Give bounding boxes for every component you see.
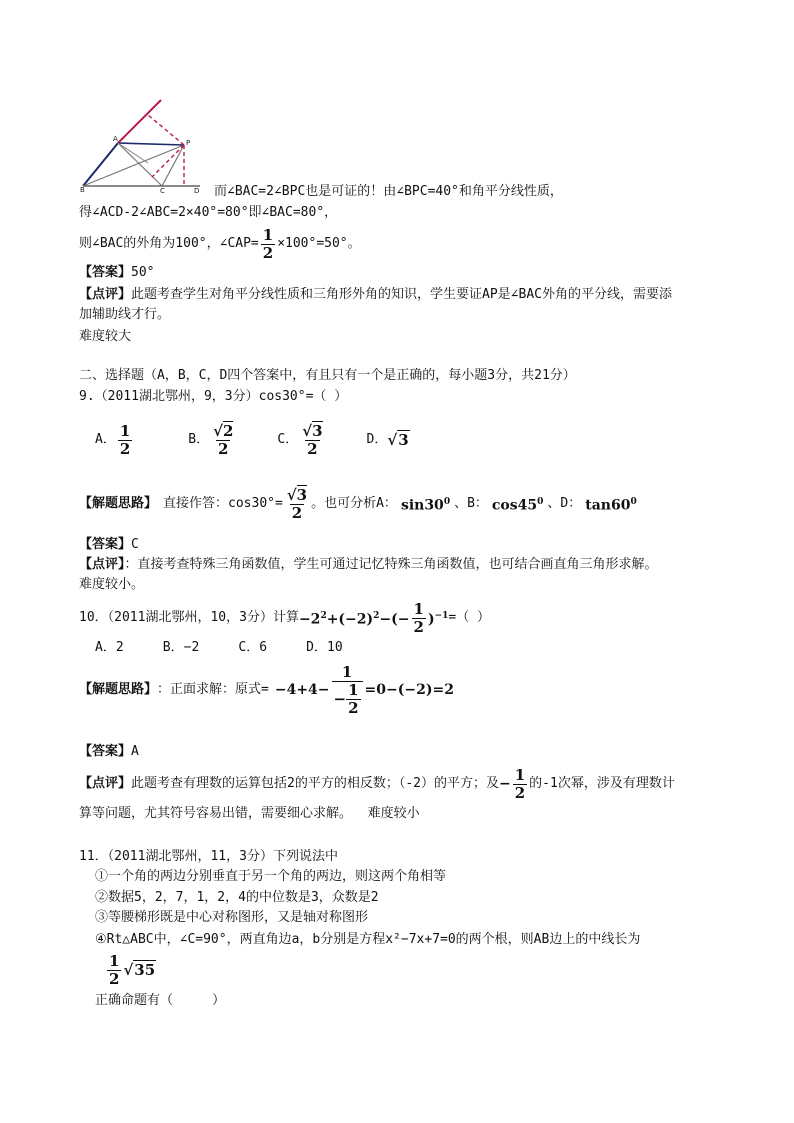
- fraction-half: [261, 227, 275, 262]
- cos45-expr: [492, 494, 544, 514]
- q11-tail: 正确命题有（ ）: [95, 993, 226, 1008]
- comment-text-b: 的-1次幂，涉及有理数计: [529, 776, 675, 791]
- q10-solution-idea: [79, 660, 454, 720]
- line-AP: [118, 143, 184, 145]
- option-b-label: B．: [188, 432, 210, 447]
- q10-fraction-num: 1: [413, 599, 424, 618]
- label-P: P: [186, 139, 191, 147]
- exponent-2a: 2: [320, 611, 327, 622]
- option-d-value: √3: [387, 431, 409, 449]
- idea-mid-3: 、D：: [547, 496, 582, 511]
- q9-answer: [79, 537, 139, 553]
- answer-label: 【答案】: [79, 265, 132, 280]
- q11-item-4-value: [105, 950, 156, 990]
- idea-inner-den: 2: [348, 698, 359, 717]
- perp-3: [152, 145, 184, 177]
- label-C: C: [160, 187, 165, 193]
- q11-item-1: ①一个角的两边分别垂直于另一个角的两边，则这两个角相等: [95, 869, 447, 884]
- idea-label: 【解题思路】: [79, 682, 158, 697]
- comment-text: 此题考查学生对角平分线性质和三角形外角的知识，学生要证AP是∠BAC外角的平分线，需要添: [131, 287, 672, 302]
- q10-comment-line-1: [79, 764, 675, 804]
- option-d-label: D．: [366, 432, 388, 447]
- idea-mid-1: 。也可分析A：: [311, 496, 397, 511]
- q10-options: A．2 B．−2 C．6 D．10: [95, 640, 343, 655]
- section-title: 二、选择题（A，B，C，D四个答案中，有且只有一个是正确的，每小题3分，共21分）: [79, 368, 576, 383]
- line-AC: [118, 143, 162, 186]
- idea-den-minus: −: [333, 689, 347, 708]
- q10-comment-line-2: 算等问题，尤其符号容易出错，需要细心求解。 难度较小: [79, 806, 420, 821]
- q9-solution-idea: [79, 484, 641, 524]
- q11-stem: 11．（2011湖北鄂州，11，3分）下列说法中: [79, 849, 338, 864]
- line-BA: [83, 143, 118, 186]
- comment-fraction-num: 1: [514, 765, 526, 784]
- cos45-text: cos45: [491, 497, 538, 514]
- option-b-radicand: 2: [222, 421, 234, 440]
- answer-label: 【答案】: [79, 537, 132, 552]
- q9-stem: 9.（2011湖北鄂州，9，3分）cos30°=（ ）: [79, 389, 348, 404]
- q9-comment: [79, 557, 658, 573]
- option-b-num: √2: [213, 421, 234, 440]
- expr-part-1: −2: [298, 611, 321, 628]
- q10-stem-post: =（ ）: [448, 610, 491, 625]
- exponent-2b: 2: [373, 611, 380, 622]
- q9-difficulty: 难度较小。: [79, 577, 145, 592]
- comment-label: 【点评】: [79, 287, 132, 302]
- comment-text: ：直接考查特殊三角函数值，学生可通过记忆特殊三角函数值，也可结合画直角三角形求解。: [124, 557, 658, 572]
- label-D: D: [194, 187, 200, 193]
- answer-value: 50°: [131, 265, 155, 280]
- comment-fraction-den: 2: [514, 783, 526, 802]
- idea-mid-2: 、B：: [454, 496, 488, 511]
- idea-label: 【解题思路】: [79, 496, 158, 511]
- median-radicand: 35: [134, 961, 156, 979]
- proof-line-3: [79, 226, 361, 262]
- median-fraction: [107, 953, 121, 988]
- expr-part-4: ): [427, 611, 435, 628]
- comment-minus: −: [499, 776, 511, 792]
- proof-line-2: 得∠ACD-2∠ABC=2×40°=80°即∠BAC=80°，: [79, 205, 338, 220]
- q9-options: [95, 420, 410, 460]
- line-CP: [162, 145, 184, 186]
- option-c-den: 2: [307, 439, 318, 458]
- idea-fraction-num: √3: [286, 485, 308, 504]
- option-a-value: [118, 423, 132, 458]
- option-c-value: [300, 423, 324, 458]
- q8-comment-line-1: [79, 287, 672, 303]
- label-B: B: [80, 186, 85, 193]
- idea-radicand: 3: [296, 485, 308, 504]
- proof-line-3-pre: 则∠BAC的外角为100°，∠CAP=: [79, 236, 259, 251]
- expr-part-2: +(−2): [326, 611, 374, 628]
- q8-answer: [79, 265, 155, 281]
- q8-difficulty: 难度较大: [79, 329, 132, 344]
- idea-fraction: [285, 487, 309, 522]
- median-sqrt: √35: [123, 961, 156, 979]
- q10-fraction: [412, 601, 426, 636]
- comment-text-a: 此题考查有理数的运算包括2的平方的相反数；（-2）的平方；及: [131, 776, 499, 791]
- idea-expr-2: =0−(−2)=2: [364, 682, 454, 698]
- q10-expression-tail: [428, 608, 448, 628]
- q8-comment-line-2: 加辅助线才行。: [79, 307, 171, 322]
- idea-complex-fraction: [332, 664, 363, 717]
- q10-stem-pre: 10．（2011湖北鄂州，10，3分）计算: [79, 610, 299, 625]
- q10-expression: [299, 608, 410, 628]
- q10-answer: [79, 744, 139, 760]
- fraction-numerator: 1: [262, 225, 274, 244]
- idea-complex-den: [332, 681, 363, 717]
- perp-2: [148, 115, 184, 145]
- option-c-label: C．: [277, 432, 299, 447]
- idea-fraction-den: 2: [291, 503, 303, 522]
- option-a-num: 1: [119, 421, 131, 440]
- cos45-degree: 0: [537, 497, 544, 508]
- median-fraction-den: 2: [109, 969, 120, 988]
- option-d-radicand: 3: [398, 431, 409, 449]
- exponent-neg1: −1: [434, 611, 449, 622]
- option-c-num: √3: [302, 421, 323, 440]
- tan60-degree: 0: [630, 497, 637, 508]
- sin30-expr: [401, 494, 450, 514]
- q11-item-2: ②数据5，2，7，1，2，4的中位数是3，众数是2: [95, 890, 379, 905]
- fraction-denominator: 2: [262, 243, 274, 262]
- comment-label: 【点评】: [79, 776, 132, 791]
- line-A-mid: [118, 143, 148, 163]
- tan60-expr: [585, 494, 636, 514]
- proof-line-3-post: ×100°=50°。: [277, 236, 361, 251]
- option-a-label: A．: [95, 432, 116, 447]
- answer-label: 【答案】: [79, 744, 132, 759]
- idea-complex-num: 1: [341, 662, 353, 681]
- median-fraction-num: 1: [109, 951, 120, 970]
- option-c-radicand: 3: [312, 421, 323, 440]
- option-b-den: 2: [218, 439, 229, 458]
- q11-item-4: ④Rt△ABC中，∠C=90°，两直角边a，b分别是方程x²−7x+7=0的两个根，则AB边上的中线长为: [95, 932, 641, 947]
- idea-pre: ：正面求解：原式=: [157, 682, 269, 697]
- idea-inner-fraction: [346, 682, 360, 717]
- label-A: A: [113, 135, 118, 143]
- comment-fraction: [513, 767, 527, 802]
- q10-stem: [79, 598, 490, 638]
- line-BP: [83, 145, 184, 186]
- sin30-degree: 0: [443, 497, 451, 508]
- geometry-figure: [78, 97, 208, 193]
- sin30-text: sin30: [400, 497, 444, 514]
- idea-pre: 直接作答：cos30°=: [163, 496, 283, 511]
- idea-inner-num: 1: [348, 680, 359, 699]
- answer-value: C: [131, 537, 139, 552]
- tan60-text: tan60: [585, 497, 631, 514]
- q10-fraction-den: 2: [413, 617, 424, 636]
- option-b-value: [211, 423, 235, 458]
- proof-line-1: 而∠BAC=2∠BPC也是可证的！由∠BPC=40°和角平分线性质，: [214, 184, 563, 199]
- option-a-den: 2: [119, 439, 131, 458]
- expr-part-3: −(−: [379, 611, 410, 628]
- answer-value: A: [131, 744, 139, 759]
- extension-ray: [118, 100, 161, 143]
- comment-label: 【点评】: [79, 557, 125, 572]
- q11-item-3: ③等腰梯形既是中心对称图形，又是轴对称图形: [95, 910, 369, 925]
- idea-expr-1: −4+4−: [274, 682, 330, 698]
